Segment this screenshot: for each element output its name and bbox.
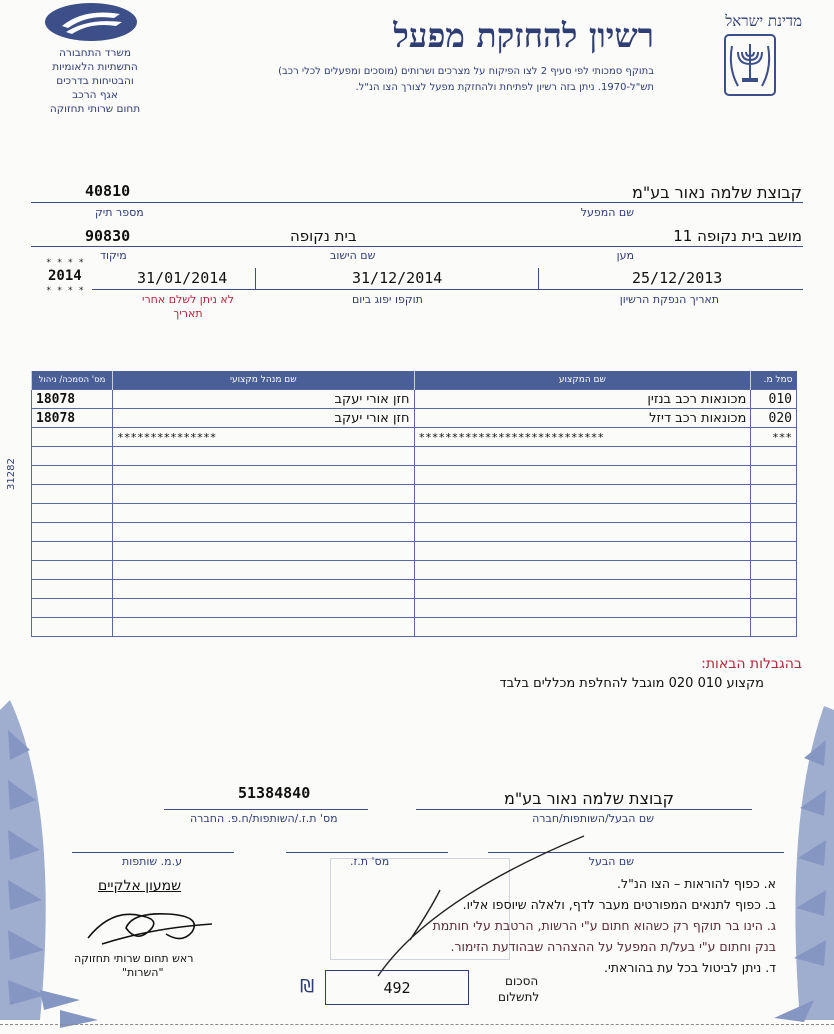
signatory-title-line2: "השרות" <box>122 966 164 979</box>
settlement: בית נקופה <box>290 227 357 245</box>
row-code: *** <box>751 428 797 447</box>
table-row <box>32 409 797 428</box>
ministry-line: משרד התחבורה <box>59 47 131 59</box>
business-name-label: שם המפעל <box>580 206 634 219</box>
stars-bottom: * * * * <box>46 286 84 296</box>
page-title: רשיון להחזקת מפעל <box>393 16 654 55</box>
row-profession: **************************** <box>414 428 751 447</box>
ministry-line: תחום שרותי תחזוקה <box>49 103 141 115</box>
ministry-line: והבטיחות בדרכים <box>56 75 134 87</box>
expiry-date: 31/12/2014 <box>352 269 443 287</box>
table-header-row <box>32 371 797 390</box>
signatory-name: שמעון אלקיים <box>98 878 182 894</box>
row-profession: מכונאות רכב דיזל <box>414 409 751 428</box>
perforation-line <box>0 1024 834 1025</box>
table-row <box>32 428 797 447</box>
signatory-title-line1: ראש תחום שרותי תחזוקה <box>74 952 194 965</box>
row-code: 010 <box>751 390 797 409</box>
row-cert: 18078 <box>32 390 113 409</box>
col-header-manager: שם מנהל מקצועי <box>113 371 414 390</box>
zip-label: מיקוד <box>100 249 127 262</box>
ministry-line: התשתיות הלאומיות <box>52 61 138 73</box>
note-item: ב. כפוף לתנאים המפורטים מעבר לדף, ולאלה שיוספו אליו. <box>462 897 776 912</box>
payment-label-1: הסכום <box>505 974 539 988</box>
table-row-empty <box>32 466 797 485</box>
table-row-empty <box>32 542 797 561</box>
pay-date: 31/01/2014 <box>137 269 228 287</box>
table-row-empty <box>32 485 797 504</box>
owner-id-label: מס' ת.ז./השותפות/ח.פ. החברה <box>190 812 338 825</box>
payment-amount: 492 <box>383 978 411 997</box>
settlement-label: שם הישוב <box>330 249 376 262</box>
file-number-label: מספר תיק <box>95 206 144 219</box>
row-code: 020 <box>751 409 797 428</box>
partnership-label: ע.מ. שותפות <box>122 855 182 868</box>
side-number: 31282 <box>6 458 17 490</box>
row-manager: חזן אורי יעקב <box>113 409 414 428</box>
row-cert <box>32 428 113 447</box>
payment-amount-box <box>325 970 469 1005</box>
table-row-empty <box>32 599 797 618</box>
table-row <box>32 390 797 409</box>
ministry-logo <box>44 2 139 42</box>
state-emblem-icon <box>724 34 776 96</box>
table-row-empty <box>32 447 797 466</box>
country-name: מדינת ישראל <box>725 12 802 30</box>
subtitle-line-1: בתוקף סמכותי לפי סעיף 2 לצו הפיקוח על מצרכים ושרותים (מוסכים ומפעלים לכלי רכב) <box>278 66 654 77</box>
issue-date-label: תאריך הנפקת הרשיון <box>619 293 719 306</box>
note-item: בנק וחתום ע"י בעל/ת המפעל על ההצהרה שבהודעת הזימור. <box>450 939 776 954</box>
license-year: 2014 <box>48 268 82 284</box>
ministry-block <box>20 46 170 116</box>
row-manager: *************** <box>113 428 414 447</box>
payment-label-2: לתשלום <box>498 990 540 1004</box>
address-label: מען <box>616 249 634 262</box>
issue-date: 25/12/2013 <box>632 269 723 287</box>
pen-stroke <box>370 830 590 980</box>
zip-code: 90830 <box>85 227 131 245</box>
table-row-empty <box>32 523 797 542</box>
row-manager: חזן אורי יעקב <box>113 390 414 409</box>
note-item: ד. ניתן לביטול בכל עת בהוראתי. <box>603 960 776 975</box>
restrictions-text: מקצוע 010 020 מוגבל להחלפת מכללים בלבד <box>499 676 764 691</box>
row-cert: 18078 <box>32 409 113 428</box>
expiry-date-label: תוקפו יפוג ביום <box>352 293 423 306</box>
professions-table <box>31 371 797 637</box>
business-name: קבוצת שלמה נאור בע"מ <box>632 183 802 202</box>
col-header-code: סמל מ. <box>751 371 797 390</box>
address: מושב בית נקופה 11 <box>673 227 802 245</box>
table-row-empty <box>32 580 797 599</box>
owner-id-sign-label: מס' ת.ז. <box>350 855 390 868</box>
left-wreath-decoration <box>0 690 100 1030</box>
note-item: א. כפוף להוראות – הצו הנ"ל. <box>617 876 776 891</box>
stars-top: * * * * <box>46 258 84 268</box>
table-row-empty <box>32 618 797 637</box>
ministry-line: אגף הרכב <box>72 89 118 101</box>
subtitle-line-2: תש"ל-1970. ניתן בזה רשיון לפתיחת ולהחזקת מפעל לצורך הצו הנ"ל. <box>355 82 654 93</box>
note-item: ג. הינו בר תוקף רק כשהוא חתום ע"י הרשות, הרטבת עלי חותמת <box>432 918 776 933</box>
pay-date-label: לא ניתן לשלם אחרי תאריך <box>142 293 234 320</box>
table-row-empty <box>32 561 797 580</box>
file-number: 40810 <box>85 182 131 200</box>
owner-name: קבוצת שלמה נאור בע"מ <box>504 789 674 808</box>
row-profession: מכונאות רכב בנזין <box>414 390 751 409</box>
owner-name-sign-label: שם הבעל <box>588 855 634 868</box>
owner-name-label: שם הבעל/השותפות/חברה <box>532 812 654 825</box>
col-header-cert: מס' הסמכה/ ניהול <box>32 371 113 390</box>
restrictions-title: בהגבלות הבאות: <box>701 656 802 672</box>
signature-icon <box>82 898 222 950</box>
shekel-icon: ₪ <box>300 976 315 997</box>
col-header-profession: שם המקצוע <box>414 371 751 390</box>
owner-id: 51384840 <box>238 784 311 802</box>
table-row-empty <box>32 504 797 523</box>
